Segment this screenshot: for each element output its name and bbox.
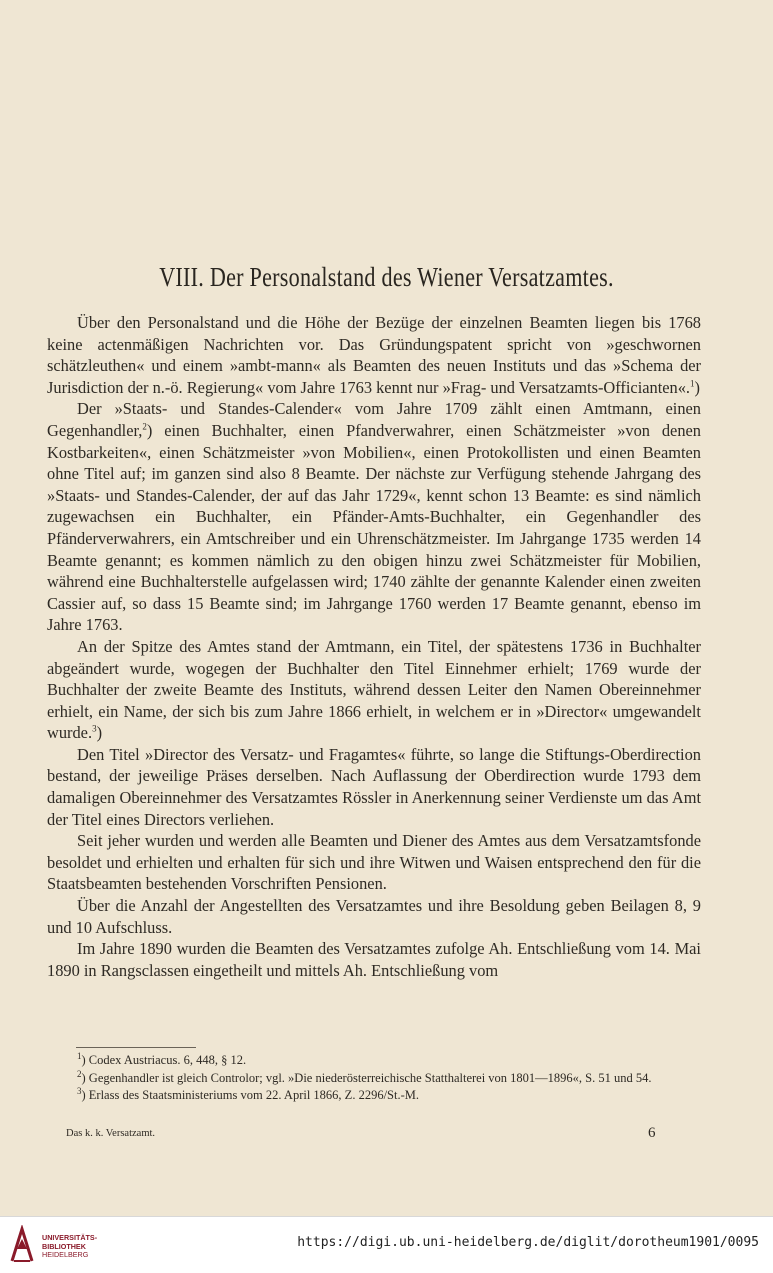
- footnote-divider: [76, 1047, 196, 1048]
- paragraph: Über die Anzahl der Angestellten des Versatzamtes und ihre Besoldung geben Beilagen 8, 9 und 10 Aufschluss.: [47, 896, 701, 937]
- university-library-logo-icon[interactable]: [8, 1225, 36, 1265]
- body-text: [47, 312, 701, 981]
- footnote: $^2$) Gegenhandler ist gleich Controlor; vgl. »Die niederösterreichische Statthalterei von 1801—1896«, S. 51 und 54.: [77, 1068, 652, 1085]
- library-name[interactable]: UNIVERSITÄTS- BIBLIOTHEK HEIDELBERG: [42, 1233, 98, 1260]
- paragraph: Im Jahre 1890 wurden die Beamten des Versatzamtes zufolge Ah. Entschließung vom 14. Mai 1890 in Rangsclassen eingetheilt und mittels Ah. Entschließung vom: [47, 939, 701, 980]
- footnote: $^1$) Codex Austriacus. 6, 448, § 12.: [77, 1050, 247, 1067]
- chapter-title: VIII. Der Personalstand des Wiener Versatzamtes.: [159, 262, 614, 292]
- paragraph: Den Titel »Director des Versatz- und Fragamtes« führte, so lange die Stiftungs-Oberdirection bestand, der jeweilige Präses derselben. Nach Auflassung der Oberdirection wurde 1793 dem damaligen Obereinnehmer des Versatzamtes Rössler in Anerkennung seiner Verdienste um das Amt der Titel eines Directors verliehen.: [47, 744, 701, 829]
- viewer-footer: [0, 1216, 773, 1273]
- printer-signature: Das k. k. Versatzamt.: [66, 1128, 156, 1139]
- paragraph: Über den Personalstand und die Höhe der Bezüge der einzelnen Beamten liegen bis 1768 keine actenmäßigen Nachrichten vor. Das Gründungspatent spricht von »geschwornen schätzleuthen« und einem »ambt-mann« als Beamten des neuen Instituts und das »Schema der Jurisdiction der n.-ö. Regierung« vom Jahre 1763 kennt nur »Frag- und Versatzamts-Officianten«.$^1$): [47, 313, 701, 397]
- permalink-url[interactable]: https://digi.ub.uni-heidelberg.de/diglit/dorotheum1901/0095: [297, 1235, 759, 1250]
- footnotes: [47, 1052, 701, 1105]
- paragraph: Seit jeher wurden und werden alle Beamten und Diener des Amtes aus dem Versatzamtsfonde besoldet und erhielten und erhalten für sich und ihre Witwen und Waisen entsprechend den für die Staatsbeamten bestehenden Vorschriften Pensionen.: [47, 831, 701, 894]
- paragraph: An der Spitze des Amtes stand der Amtmann, ein Titel, der spätestens 1736 in Buchhalter abgeändert wurde, wogegen der Buchhalter den Titel Einnehmer erhielt; 1769 wurde der Buchhalter der zweite Beamte des Instituts, während dessen Leiter den Namen Obereinnehmer erhielt, ein Name, der sich bis zum Jahre 1866 erhielt, in welchem er in »Director« umgewandelt wurde.$^3$): [47, 636, 701, 743]
- paragraph: Der »Staats- und Standes-Calender« vom Jahre 1709 zählt einen Amtmann, einen Gegenhandler,$^2$) einen Buchhalter, einen Pfandverwahrer, einen Schätzmeister »von denen Kostbarkeiten«, einen Schätzmeister »von Mobilien«, einen Protokollisten und einen Beamten ohne Titel auf; im ganzen sind also 8 Beamte. Der nächste zur Verfügung stehende Jahrgang des »Staats- und Standes-Calender, der auf das Jahr 1729«, kennt schon 13 Beamte: es sind nämlich zugewachsen ein Buchhalter, ein Pfänder-Amts-Buchhalter, ein Gegenhandler des Pfänderverwahrers, ein Amtschreiber und ein Uhrenschätzmeister. Im Jahrgange 1735 werden 14 Beamte genannt; es kommen nämlich zu den obigen hinzu zwei Schätzmeister für Mobilien, während eine Buchhalterstelle aufgelassen wird; 1740 zählte der genannte Kalender einen zweiten Cassier auf, so dass 15 Beamte sind; im Jahrgange 1760 werden 17 Beamte genannt, ebenso im Jahre 1763.: [47, 399, 701, 635]
- page-number: 6: [648, 1125, 656, 1141]
- footnote: $^3$) Erlass des Staatsministeriums vom 22. April 1866, Z. 2296/St.-M.: [77, 1086, 419, 1103]
